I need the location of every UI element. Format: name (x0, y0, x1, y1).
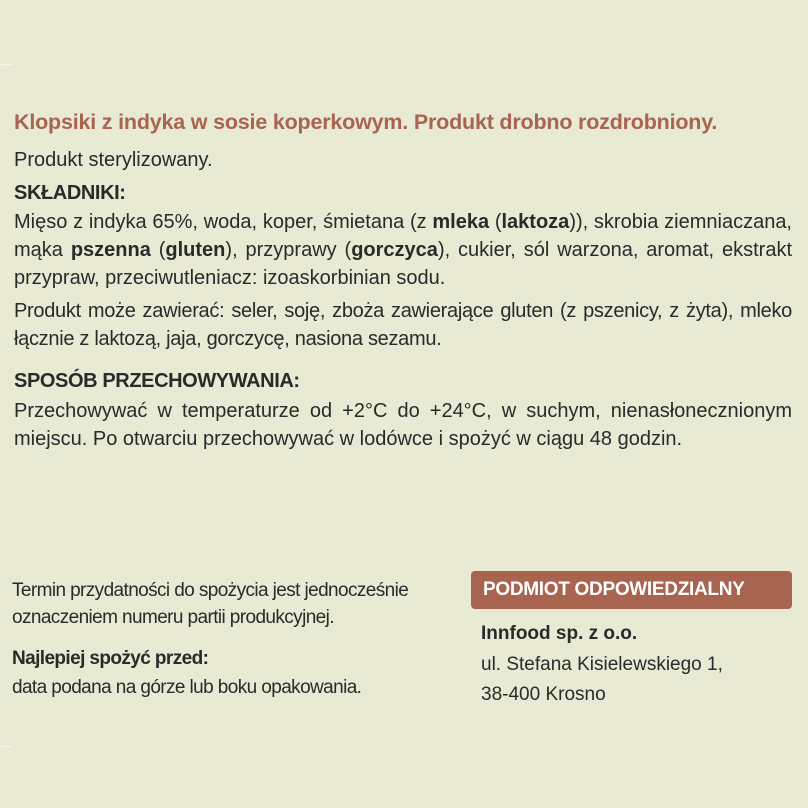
allergen-gluten: gluten (165, 239, 226, 261)
may-contain-text: Produkt może zawierać: seler, soję, zboża zawierające gluten (z pszenicy, z żyta), mleko łącznie z laktozą, jaja, gorczycę, nasiona sezamu. (14, 300, 792, 350)
product-title: Klopsiki z indyka w sosie koperkowym. Produkt drobno rozdrobniony. (14, 110, 718, 134)
responsible-party-badge: PODMIOT ODPOWIEDZIALNY (471, 571, 792, 609)
company-name: Innfood sp. z o.o. (481, 623, 638, 644)
edge-mark (0, 746, 12, 747)
allergen-milk: mleka (432, 211, 490, 233)
ingredients-text: Mięso z indyka 65%, woda, koper, śmietana (z mleka (laktoza)), skrobia ziemniaczana, mąka pszenna (gluten), przyprawy (gorczyca), cukier, sól warzona, aromat, ekstrakt przypraw, przeciwutleniacz: izoaskorbinian sodu. (14, 211, 792, 289)
company-city: 38-400 Krosno (481, 684, 606, 705)
allergen-wheat: pszenna (70, 239, 151, 261)
best-before-text: data podana na górze lub boku opakowania. (12, 677, 362, 698)
storage-text: Przechowywać w temperaturze od +2°C do +24°C, w suchym, nienasłonecznionym miejscu. Po otwarciu przechowywać w lodówce i spożyć w ciągu 48 godzin. (14, 400, 792, 450)
expiry-note: Termin przydatności do spożycia jest jednocześnie oznaczeniem numeru partii produkcyjnej. (12, 580, 409, 628)
allergen-lactose: laktoza (501, 211, 570, 233)
storage-heading: SPOSÓB PRZECHOWYWANIA: (14, 370, 300, 392)
ingredients-heading: SKŁADNIKI: (14, 182, 126, 204)
company-street: ul. Stefana Kisielewskiego 1, (481, 654, 723, 675)
edge-mark (0, 64, 12, 65)
product-subtitle: Produkt sterylizowany. (14, 149, 213, 171)
allergen-mustard: gorczyca (351, 239, 438, 261)
best-before-heading: Najlepiej spożyć przed: (12, 648, 209, 669)
